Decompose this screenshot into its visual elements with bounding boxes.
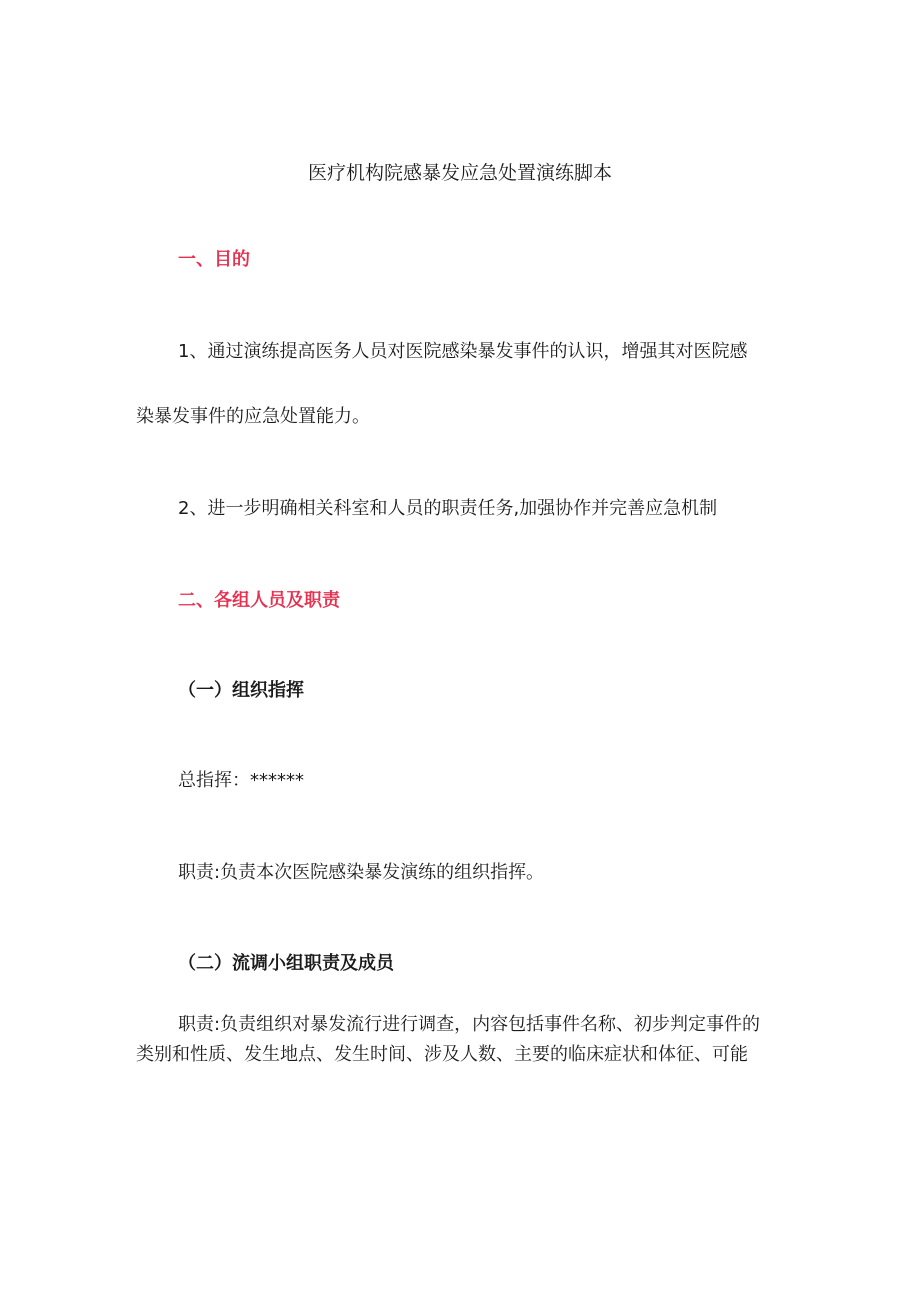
- command-duty-line: 职责:负责本次医院感染暴发演练的组织指挥。: [178, 862, 545, 883]
- section-heading-staff-duties: 二、各组人员及职责: [178, 590, 340, 611]
- subsection-heading-epidemiology-team: （二）流调小组职责及成员: [178, 953, 394, 974]
- section-heading-purpose: 一、目的: [178, 249, 250, 270]
- subsection-heading-command: （一）组织指挥: [178, 680, 304, 701]
- epidemiology-duty-line-1: 职责:负责组织对暴发流行进行调查，内容包括事件名称、初步判定事件的: [178, 1014, 761, 1035]
- purpose-item-1-line-2: 染暴发事件的应急处置能力。: [136, 406, 370, 427]
- epidemiology-duty-line-2: 类别和性质、发生地点、发生时间、涉及人数、主要的临床症状和体征、可能: [136, 1044, 748, 1065]
- document-title: 医疗机构院感暴发应急处置演练脚本: [307, 162, 612, 184]
- purpose-item-2: 2、进一步明确相关科室和人员的职责任务,加强协作并完善应急机制: [178, 498, 718, 519]
- commander-line: 总指挥：******: [178, 770, 304, 791]
- purpose-item-1-line-1: 1、通过演练提高医务人员对医院感染暴发事件的认识，增强其对医院感: [178, 341, 748, 362]
